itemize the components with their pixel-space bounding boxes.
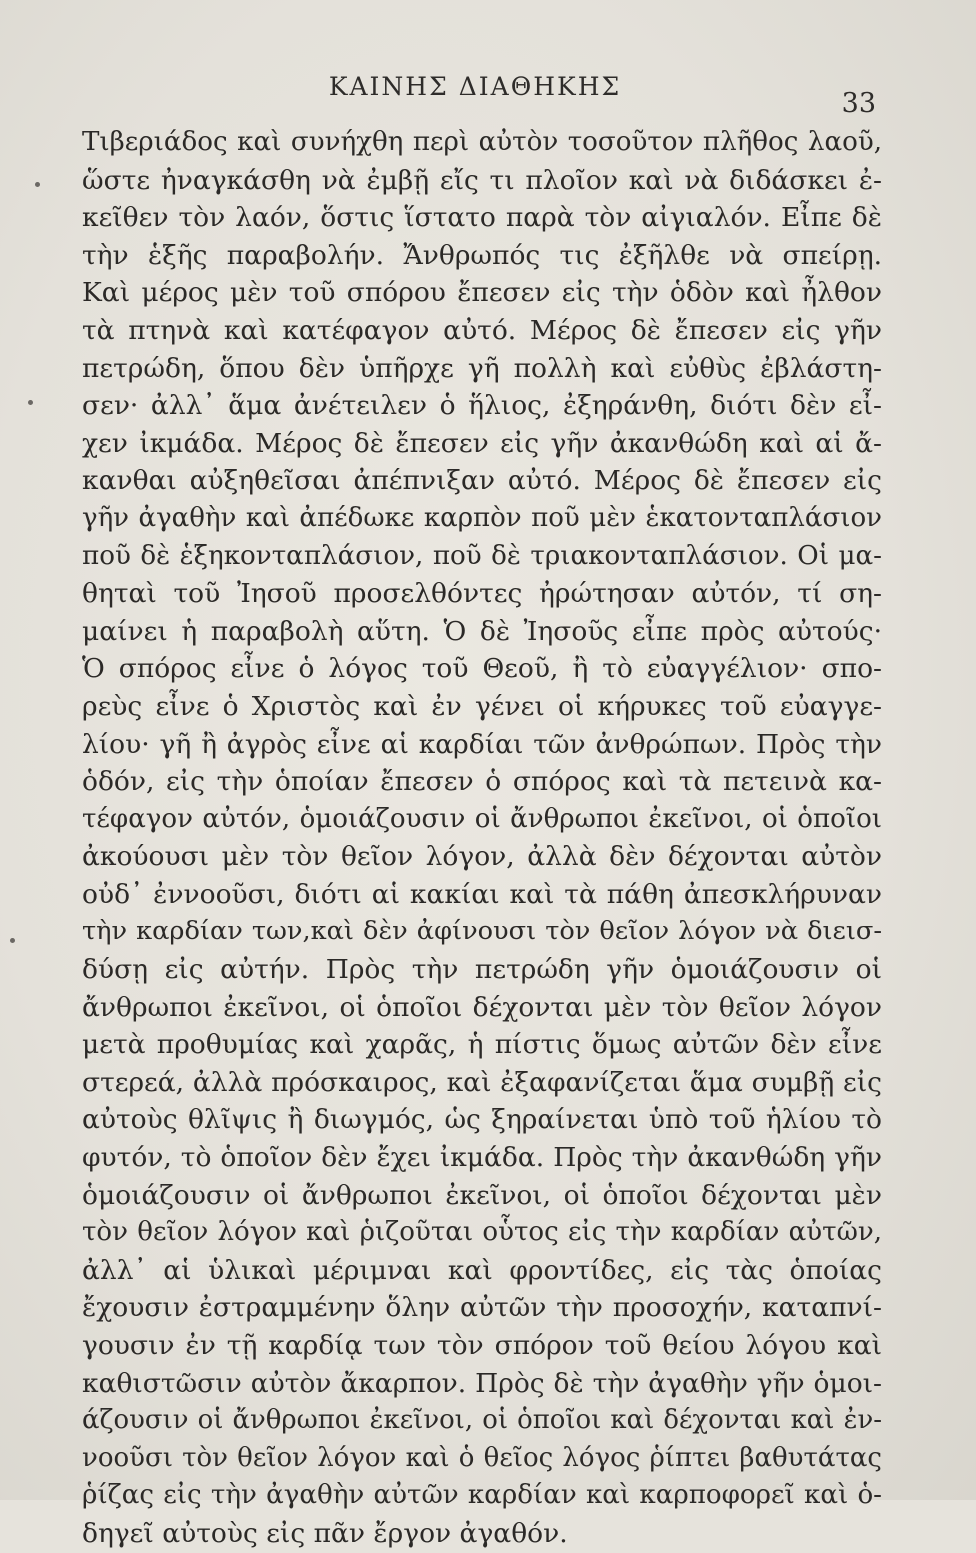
- page-header: [0, 72, 976, 119]
- text-line: τὸν θεῖον λόγον καὶ ῥιζοῦται οὗτος εἰς τὴν καρδίαν αὐτῶν,: [82, 1217, 882, 1248]
- text-line: τὴν καρδίαν των,καὶ δὲν ἀφίνουσι τὸν θεῖον λόγον νὰ διεισ-: [82, 916, 882, 947]
- text-line: ὥστε ἠναγκάσθη νὰ ἐμβῇ εἴς τι πλοῖον καὶ νὰ διδάσκει ἐ-: [82, 164, 882, 196]
- text-line: τέφαγον αὐτόν, ὁμοιάζουσιν οἱ ἄνθρωποι ἐκεῖνοι, οἱ ὁποῖοι: [82, 803, 882, 834]
- text-line: πετρώδη, ὅπου δὲν ὑπῆρχε γῆ πολλὴ καὶ εὐθὺς ἐβλάστη-: [82, 352, 882, 384]
- text-line: οὐδ᾽ ἐννοοῦσι, διότι αἱ κακίαι καὶ τὰ πάθη ἀπεσκλήρυναν: [82, 878, 882, 910]
- text-line: νοοῦσι τὸν θεῖον λόγον καὶ ὁ θεῖος λόγος ῥίπτει βαθυτάτας: [82, 1442, 882, 1473]
- page-number: 33: [841, 88, 876, 119]
- text-line: δηγεῖ αὐτοὺς εἰς πᾶν ἔργον ἀγαθόν.: [82, 1517, 568, 1549]
- text-line: χεν ἰκμάδα. Μέρος δὲ ἔπεσεν εἰς γῆν ἀκανθώδη καὶ αἱ ἄ-: [82, 427, 882, 459]
- text-line: κεῖθεν τὸν λαόν, ὅστις ἵστατο παρὰ τὸν αἰγιαλόν. Εἶπε δὲ: [82, 202, 882, 234]
- text-line: ρεὺς εἶνε ὁ Χριστὸς καὶ ἐν γένει οἱ κήρυκες τοῦ εὐαγγε-: [82, 690, 882, 722]
- text-line: θηταὶ τοῦ Ἰησοῦ προσελθόντες ἠρώτησαν αὐτόν, τί ση-: [82, 578, 882, 610]
- text-line: Καὶ μέρος μὲν τοῦ σπόρου ἔπεσεν εἰς τὴν ὁδὸν καὶ ἦλθον: [82, 277, 882, 309]
- text-line: ὁμοιάζουσιν οἱ ἄνθρωποι ἐκεῖνοι, οἱ ὁποῖοι δέχονται μὲν: [82, 1179, 882, 1211]
- text-line: γῆν ἀγαθὴν καὶ ἀπέδωκε καρπὸν ποῦ μὲν ἑκατονταπλάσιον: [82, 502, 882, 533]
- margin-speck: [35, 182, 40, 187]
- text-line: μετὰ προθυμίας καὶ χαρᾶς, ἡ πίστις ὅμως αὐτῶν δὲν εἶνε: [82, 1029, 882, 1061]
- text-line: στερεά, ἀλλὰ πρόσκαιρος, καὶ ἐξαφανίζεται ἅμα συμβῇ εἰς: [82, 1066, 882, 1098]
- text-line: λίου· γῆ ἢ ἀγρὸς εἶνε αἱ καρδίαι τῶν ἀνθρώπων. Πρὸς τὴν: [82, 728, 882, 760]
- text-line: ποῦ δὲ ἑξηκονταπλάσιον, ποῦ δὲ τριακονταπλάσιον. Οἱ μα-: [82, 540, 882, 571]
- body-text: [82, 124, 882, 1553]
- running-title: ΚΑΙΝΗΣ ΔΙΑΘΗΚΗΣ: [328, 72, 622, 101]
- text-line: ἔχουσιν ἐστραμμένην ὅλην αὐτῶν τὴν προσοχήν, καταπνί-: [82, 1292, 882, 1324]
- text-line: ἀκούουσι μὲν τὸν θεῖον λόγον, ἀλλὰ δὲν δέχονται αὐτὸν: [82, 841, 882, 873]
- text-line: άζουσιν οἱ ἄνθρωποι ἐκεῖνοι, οἱ ὁποῖοι καὶ δέχονται καὶ ἐν-: [82, 1405, 882, 1436]
- text-line: σεν· ἀλλ᾽ ἅμα ἀνέτειλεν ὁ ἥλιος, ἐξηράνθη, διότι δὲν εἶ-: [82, 390, 882, 422]
- text-line: μαίνει ἡ παραβολὴ αὕτη. Ὁ δὲ Ἰησοῦς εἶπε πρὸς αὐτούς·: [82, 615, 882, 647]
- text-line: Ὁ σπόρος εἶνε ὁ λόγος τοῦ Θεοῦ, ἢ τὸ εὐαγγέλιον· σπο-: [82, 653, 882, 685]
- text-line: ἀλλ᾽ αἱ ὑλικαὶ μέριμναι καὶ φροντίδες, εἰς τὰς ὁποίας: [82, 1254, 882, 1286]
- text-line: ῥίζας εἰς τὴν ἀγαθὴν αὐτῶν καρδίαν καὶ καρποφορεῖ καὶ ὁ-: [82, 1480, 882, 1511]
- text-line: τὰ πτηνὰ καὶ κατέφαγον αὐτό. Μέρος δὲ ἔπεσεν εἰς γῆν: [82, 314, 882, 346]
- text-line: Τιβεριάδος καὶ συνήχθη περὶ αὐτὸν τοσοῦτον πλῆθος λαοῦ,: [82, 127, 882, 157]
- text-line: γουσιν ἐν τῇ καρδίᾳ των τὸν σπόρον τοῦ θείου λόγου καὶ: [82, 1330, 882, 1361]
- text-line: φυτόν, τὸ ὁποῖον δὲν ἔχει ἰκμάδα. Πρὸς τὴν ἀκανθώδη γῆν: [82, 1142, 882, 1174]
- text-line: τὴν ἑξῆς παραβολήν. Ἄνθρωπός τις ἐξῆλθε νὰ σπείρῃ.: [82, 239, 882, 271]
- text-line: ἄνθρωποι ἐκεῖνοι, οἱ ὁποῖοι δέχονται μὲν τὸν θεῖον λόγον: [82, 991, 882, 1023]
- text-line: αὐτοὺς θλῖψις ἢ διωγμός, ὡς ξηραίνεται ὑπὸ τοῦ ἡλίου τὸ: [82, 1104, 882, 1136]
- margin-speck: [28, 400, 33, 405]
- text-line: δύσῃ εἰς αὐτήν. Πρὸς τὴν πετρώδη γῆν ὁμοιάζουσιν οἱ: [82, 954, 882, 986]
- margin-speck: [10, 938, 15, 943]
- text-line: ὁδόν, εἰς τὴν ὁποίαν ἔπεσεν ὁ σπόρος καὶ τὰ πετεινὰ κα-: [82, 766, 882, 798]
- text-line: κανθαι αὐξηθεῖσαι ἀπέπνιξαν αὐτό. Μέρος δὲ ἔπεσεν εἰς: [82, 465, 882, 497]
- text-line: καθιστῶσιν αὐτὸν ἄκαρπον. Πρὸς δὲ τὴν ἀγαθὴν γῆν ὁμοι-: [82, 1367, 882, 1399]
